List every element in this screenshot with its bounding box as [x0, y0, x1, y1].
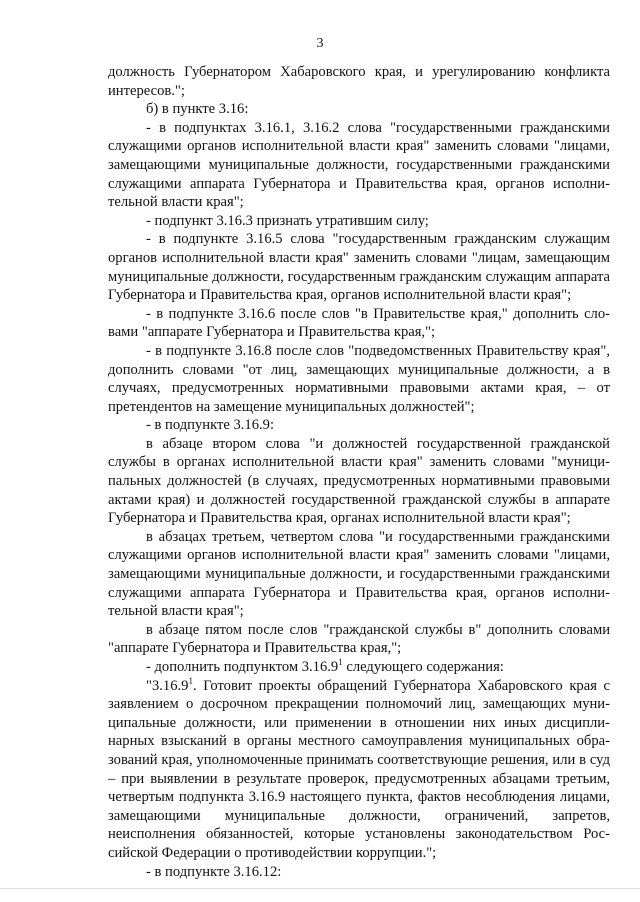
paragraph-9: в абзаце втором слова "и должностей государственной гражданской службы в органах исполнительной власти края" заменить словами "муниципальных должностей (в случаях, предусмотренных нормативными правовыми актами края) и должностей государственной гражданской службы в аппарате Губернатора и Правительства края, органах исполнительной власти края"; — [108, 435, 610, 527]
paragraph-10: в абзацах третьем, четвертом слова "и государственными гражданскими служащими органов исполнительной власти края" заменить словами "лицами, замещающими муниципальные должности, и государственными гражданскими служащими аппарата Губернатора и Правительства края, органов исполнительной власти края"; — [108, 528, 610, 620]
paragraph-3: - в подпунктах 3.16.1, 3.16.2 слова "государственными гражданскими служащими органов исполнительной власти края" заменить словами "лицами, замещающими муниципальные должности, государственными гражданскими служащими аппарата Губернатора и Правительства края, органов исполнительной власти края"; — [108, 119, 610, 211]
paragraph-13 — [108, 677, 610, 863]
paragraph-8: - в подпункте 3.16.9: — [146, 417, 275, 434]
paragraph-12-text: - дополнить подпунктом 3.16.9 — [146, 659, 339, 675]
bottom-divider — [0, 888, 640, 889]
paragraph-4: - подпункт 3.16.3 признать утратившим силу; — [146, 212, 429, 229]
paragraph-12-tail: следующего содержания: — [342, 659, 504, 675]
superscript-2: 1 — [188, 675, 193, 686]
document-body — [108, 63, 610, 881]
paragraph-12 — [108, 658, 610, 677]
paragraph-7: - в подпункте 3.16.8 после слов "подведомственных Правительству края", дополнить словами "от лиц, замещающих муниципальные должности, а в случаях, предусмотренных нормативными правовыми актами края, – от претендентов на замещение муниципальных должностей"; — [108, 342, 610, 415]
paragraph-11: в абзаце пятом после слов "гражданской службы в" дополнить словами "аппарате Губернатора и Правительства края,"; — [108, 621, 610, 657]
superscript-1: 1 — [338, 657, 343, 667]
paragraph-13-text: "3.16.9 — [146, 677, 189, 694]
paragraph-1: должность Губернатором Хабаровского края, и урегулированию конфликта интересов."; — [108, 64, 610, 99]
paragraph-2: б) в пункте 3.16: — [146, 101, 249, 118]
paragraph-6: - в подпункте 3.16.6 после слов "в Правительстве края," дополнить словами "аппарате Губернатора и Правительства края,"; — [108, 305, 610, 341]
paragraph-13-tail: . Готовит проекты обращений Губернатора Хабаровского края с заявлением о досрочном прекращении полномочий лиц, замещающих муниципальные должности, или применении в отношении них иных дисциплинарных взысканий в органы местного самоуправления муниципальных образований края, уполномоченные принимать соответствующие решения, или в суд – при выявлении в результате проверок, предусмотренных абзацами третьим, четвертым подпункта 3.16.9 настоящего пункта, фактов несоблюдения лицами, замещающими муниципальные должности, ограничений, запретов, неисполнения обязанностей, которые установлены законодательством Российской Федерации о противодействии коррупции."; — [108, 677, 610, 861]
paragraph-5: - в подпункте 3.16.5 слова "государственным гражданским служащим органов исполнительной власти края" заменить словами "лицам, замещающим муниципальные должности, государственным гражданским служащим аппарата Губернатора и Правительства края, органов исполнительной власти края"; — [108, 231, 610, 304]
page-number: 3 — [316, 36, 324, 51]
paragraph-14: - в подпункте 3.16.12: — [146, 863, 282, 880]
